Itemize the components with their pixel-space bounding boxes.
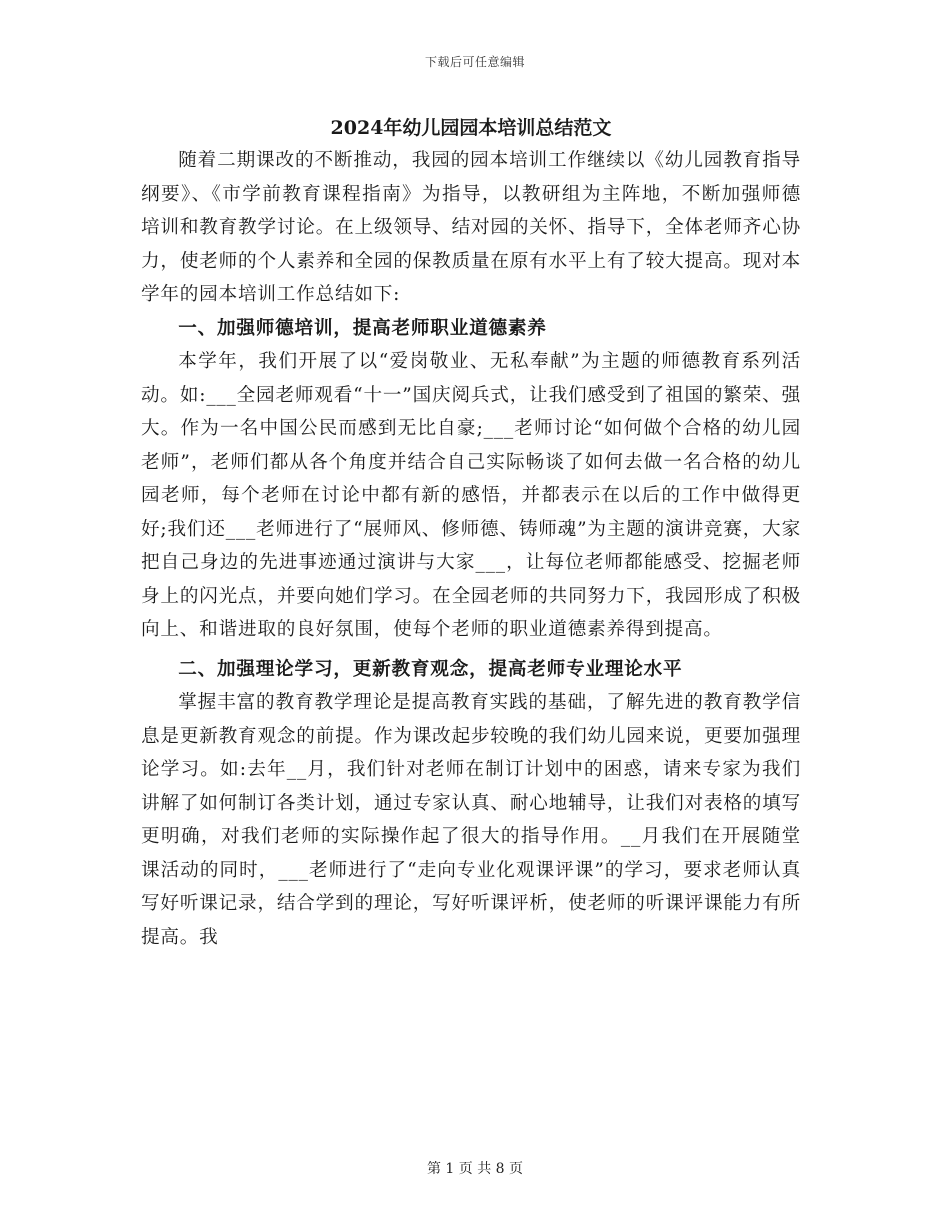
section-heading-2: 二、加强理论学习，更新教育观念，提高老师专业理论水平 [178, 658, 683, 680]
paragraph-intro: 随着二期课改的不断推动，我园的园本培训工作继续以《幼儿园教育指导纲要》、《市学前教育课程指南》为指导，以教研组为主阵地，不断加强师德培训和教育教学讨论。在上级领导、结对园的关怀、指导下，全体老师齐心协力，使老师的个人素养和全园的保教质量在原有水平上有了较大提高。现对本学年的园本培训工作总结如下: [141, 150, 801, 305]
paragraph-section-1: 本学年，我们开展了以“爱岗敬业、无私奉献”为主题的师德教育系列活动。如:___全园老师观看“十一”国庆阅兵式，让我们感受到了祖国的繁荣、强大。作为一名中国公民而感到无比自豪;___老师讨论“如何做个合格的幼儿园老师”，老师们都从各个角度并结合自己实际畅谈了如何去做一名合格的幼儿园老师，每个老师在讨论中都有新的感悟，并都表示在以后的工作中做得更好;我们还___老师进行了“展师风、修师德、铸师魂”为主题的演讲竞赛，大家把自己身边的先进事迹通过演讲与大家___，让每位老师都能感受、挖掘老师身上的闪光点，并要向她们学习。在全园老师的共同努力下，我园形成了积极向上、和谐进取的良好氛围，使每个老师的职业道德素养得到提高。 [141, 351, 801, 640]
page-header-note: 下载后可任意编辑 [424, 55, 525, 69]
paragraph-section-2: 掌握丰富的教育教学理论是提高教育实践的基础，了解先进的教育教学信息是更新教育观念的前提。作为课改起步较晚的我们幼儿园来说，更要加强理论学习。如:去年__月，我们针对老师在制订计划中的困惑，请来专家为我们讲解了如何制订各类计划，通过专家认真、耐心地辅导，让我们对表格的填写更明确，对我们老师的实际操作起了很大的指导作用。__月我们在开展随堂课活动的同时，___老师进行了“走向专业化观课评课”的学习，要求老师认真写好听课记录，结合学到的理论，写好听课评析，使老师的听课评课能力有所提高。我 [141, 692, 801, 948]
page-number: 第 1 页 共 8 页 [426, 1161, 524, 1177]
document-body [141, 112, 801, 954]
section-heading-1: 一、加强师德培训，提高老师职业道德素养 [178, 317, 547, 339]
document-title: 2024年幼儿园园本培训总结范文 [330, 117, 612, 139]
